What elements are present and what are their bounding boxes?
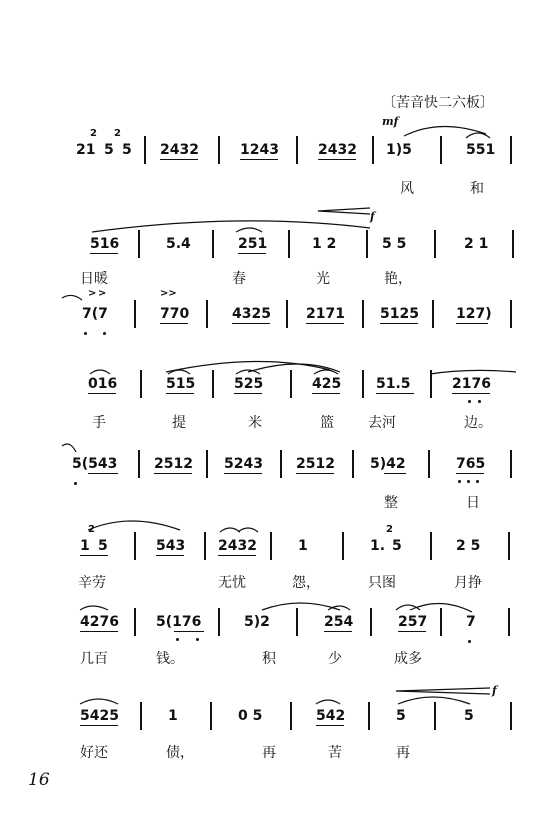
slur	[62, 295, 82, 300]
slur	[404, 126, 486, 136]
lyric: 篮	[320, 415, 334, 431]
note-group: 7(7	[82, 306, 108, 322]
note-group: 1	[298, 538, 308, 554]
note-group: 425	[312, 376, 342, 392]
lyric: 风	[400, 181, 414, 197]
lyric: 钱。	[156, 651, 184, 667]
accent-mark: >	[98, 288, 107, 299]
note-group: 5	[122, 142, 132, 158]
note-group: 254	[324, 614, 354, 630]
note-group: 1 2	[312, 236, 337, 252]
dynamic-mark-f: f	[492, 684, 497, 697]
slur	[466, 133, 490, 138]
note-group: 516	[90, 236, 120, 252]
note-group: 2512	[154, 456, 193, 472]
lyric: 再	[396, 745, 410, 761]
note-group: 2512	[296, 456, 335, 472]
note-group: 1.	[370, 538, 386, 554]
note-group: 127)	[456, 306, 492, 322]
slur	[398, 697, 470, 704]
note-group: 5(176	[156, 614, 202, 630]
note-group: 2432	[318, 142, 357, 158]
note-group: 770	[160, 306, 190, 322]
note-group: 5.4	[166, 236, 191, 252]
lyric: 艳，	[384, 271, 412, 287]
note-group: 551	[466, 142, 496, 158]
lyric: 几百	[80, 651, 108, 667]
lyric: 春	[232, 271, 246, 287]
grace-note: 2	[386, 524, 393, 535]
dynamic-mark-f: f	[370, 210, 375, 223]
note-group: 1	[80, 538, 90, 554]
lyric: 月挣	[454, 575, 482, 591]
note-group: 2171	[306, 306, 345, 322]
note-group: 5 5	[382, 236, 407, 252]
slur	[262, 603, 340, 610]
lyric: 债，	[166, 745, 194, 761]
lyric: 再	[262, 745, 276, 761]
slur	[236, 228, 262, 232]
lyric: 边。	[464, 415, 492, 431]
lyric: 提	[172, 415, 186, 431]
lyric: 米	[248, 415, 262, 431]
grace-note: 2	[114, 128, 121, 139]
note-group: 4276	[80, 614, 119, 630]
slur	[80, 699, 118, 704]
lyric: 日	[466, 495, 480, 511]
note-group: 515	[166, 376, 196, 392]
note-group: 0 5	[238, 708, 263, 724]
dynamic-mark-mf: mf	[382, 115, 399, 128]
note-group: 765	[456, 456, 486, 472]
note-group: 5	[396, 708, 406, 724]
note-group: 2 5	[456, 538, 481, 554]
note-group: 525	[234, 376, 264, 392]
lyric: 整	[384, 495, 398, 511]
slur	[410, 603, 472, 612]
note-group: 542	[316, 708, 346, 724]
slur	[316, 700, 340, 704]
lyric: 辛劳	[78, 575, 106, 591]
slur	[314, 370, 338, 374]
slur	[430, 370, 516, 374]
note-group: 016	[88, 376, 118, 392]
grace-note: 2	[90, 128, 97, 139]
note-group: 5425	[80, 708, 119, 724]
slur	[90, 370, 110, 374]
section-banner: 〔苦音快二六板〕	[382, 95, 494, 111]
note-group: 5125	[380, 306, 419, 322]
note-group: 5)42	[370, 456, 406, 472]
lyric: 手	[92, 415, 106, 431]
note-group: 1243	[240, 142, 279, 158]
note-group: 251	[238, 236, 268, 252]
note-group: 5	[98, 538, 108, 554]
note-group: 2432	[160, 142, 199, 158]
lyric: 和	[470, 181, 484, 197]
lyric: 怨，	[292, 575, 320, 591]
note-group: 5243	[224, 456, 263, 472]
page-number: 16	[28, 770, 50, 790]
lyric: 光	[316, 271, 330, 287]
note-group: 5	[104, 142, 114, 158]
grace-note: 2	[88, 524, 95, 535]
lyric: 去河	[368, 415, 396, 431]
accent-mark: >	[88, 288, 97, 299]
note-group: 51.5	[376, 376, 411, 392]
accent-mark: >>	[160, 288, 177, 299]
slur	[248, 364, 340, 372]
lyric: 好还	[80, 745, 108, 761]
note-group: 2 1	[464, 236, 489, 252]
note-group: 1)5	[386, 142, 412, 158]
note-group: 5)2	[244, 614, 270, 630]
note-group: 7	[466, 614, 476, 630]
note-group: 5	[464, 708, 474, 724]
lyric: 日暖	[80, 271, 108, 287]
lyric: 积	[262, 651, 276, 667]
crescendo-hairpin	[396, 688, 490, 694]
slur	[62, 444, 76, 452]
slur	[238, 528, 258, 532]
note-group: 4325	[232, 306, 271, 322]
note-group: 257	[398, 614, 428, 630]
crescendo-hairpin	[318, 208, 370, 214]
note-group: 1	[168, 708, 178, 724]
lyric: 只图	[368, 575, 396, 591]
lyric: 无忧	[218, 575, 246, 591]
lyric: 成多	[394, 651, 422, 667]
slur	[80, 606, 108, 610]
note-group: 5(543	[72, 456, 118, 472]
note-group: 5	[392, 538, 402, 554]
note-group: 21	[76, 142, 96, 158]
lyric: 苦	[328, 745, 342, 761]
slur	[92, 221, 370, 232]
note-group: 2432	[218, 538, 257, 554]
lyric: 少	[328, 651, 342, 667]
slur	[220, 528, 240, 532]
note-group: 2176	[452, 376, 491, 392]
slur	[88, 521, 180, 530]
note-group: 543	[156, 538, 186, 554]
